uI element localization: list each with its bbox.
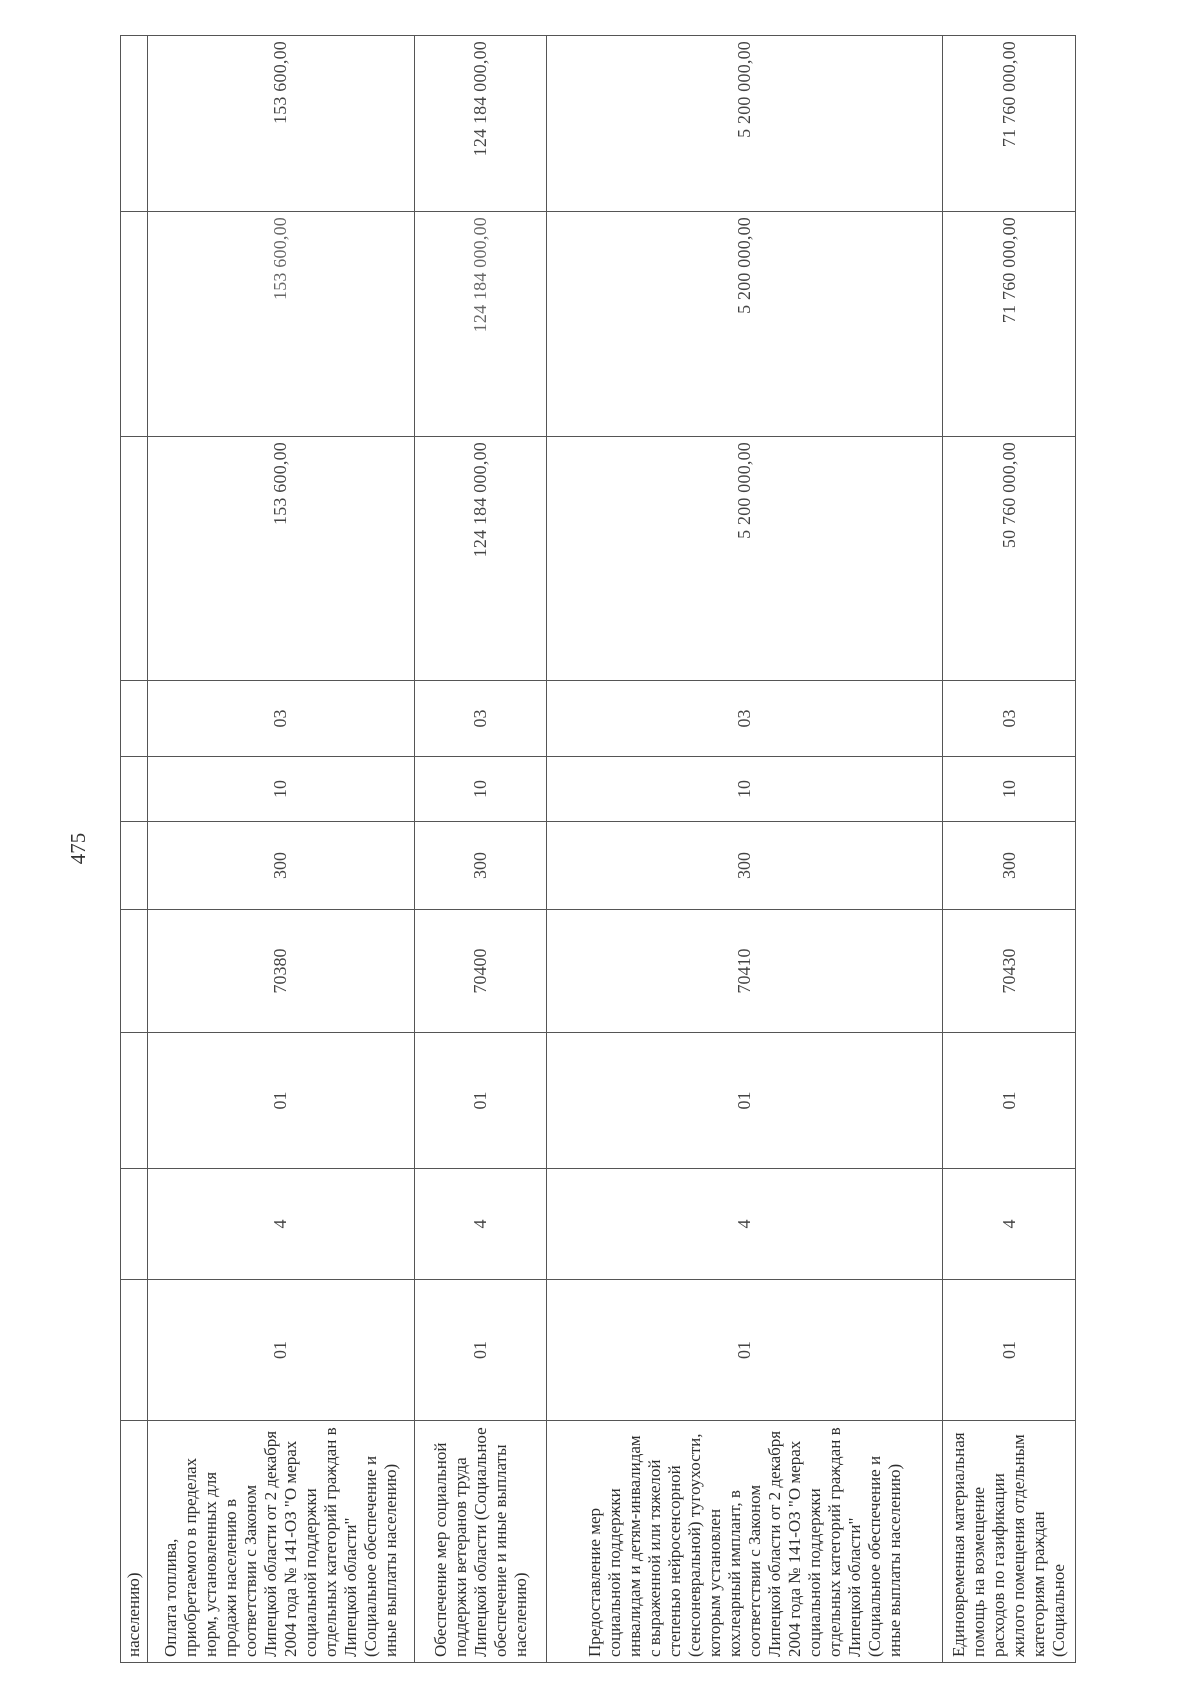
amount-cell: 153 600,00	[148, 36, 414, 212]
code-cell: 03	[148, 681, 414, 757]
code-cell: 4	[148, 1169, 414, 1280]
code-cell: 01	[414, 1033, 547, 1169]
amount-cell: 124 184 000,00	[414, 212, 547, 437]
code-cell: 10	[148, 757, 414, 822]
amount-cell: 5 200 000,00	[547, 437, 943, 681]
code-cell: 4	[943, 1169, 1076, 1280]
code-cell: 01	[148, 1280, 414, 1421]
row-name: Предоставление мер социальной поддержки инвалидам и детям-инвалидам с выраженной или тяжелой степенью нейросенсорной (сенсоневральной) тугоухости, которым установлен кохлеарный имплант, в соответствии с Законом Липецкой области от 2 декабря 2004 года № 141-ОЗ "О мерах социальной поддержки отдельных категорий граждан в Липецкой области" (Социальное обеспечение и иные выплаты населению)	[547, 1421, 943, 1663]
code-cell: 03	[943, 681, 1076, 757]
code-cell: 300	[148, 822, 414, 910]
code-cell: 01	[943, 1280, 1076, 1421]
code-cell: 70430	[943, 910, 1076, 1033]
code-cell: 4	[547, 1169, 943, 1280]
table-row	[414, 36, 547, 1663]
row-name: населению)	[121, 1421, 148, 1663]
amount-cell: 5 200 000,00	[547, 36, 943, 212]
amount-cell: 153 600,00	[148, 212, 414, 437]
table-row	[148, 36, 414, 1663]
amount-cell: 50 760 000,00	[943, 437, 1076, 681]
code-cell: 70380	[148, 910, 414, 1033]
table-row	[943, 36, 1076, 1663]
table-row-continuation	[121, 36, 148, 1663]
amount-cell: 153 600,00	[148, 437, 414, 681]
budget-table	[120, 35, 1076, 1663]
amount-cell: 5 200 000,00	[547, 212, 943, 437]
code-cell: 70400	[414, 910, 547, 1033]
amount-cell: 124 184 000,00	[414, 437, 547, 681]
code-cell: 03	[547, 681, 943, 757]
code-cell: 01	[943, 1033, 1076, 1169]
code-cell: 01	[547, 1280, 943, 1421]
code-cell: 300	[414, 822, 547, 910]
amount-cell: 71 760 000,00	[943, 36, 1076, 212]
code-cell: 300	[943, 822, 1076, 910]
row-name: Единовременная материальная помощь на возмещение расходов по газификации жилого помещения отдельным категориям граждан (Социальное	[943, 1421, 1076, 1663]
code-cell: 70410	[547, 910, 943, 1033]
code-cell: 300	[547, 822, 943, 910]
code-cell: 10	[943, 757, 1076, 822]
code-cell: 4	[414, 1169, 547, 1280]
row-name: Обеспечение мер социальной поддержки ветеранов труда Липецкой области (Социальное обеспечение и иные выплаты населению)	[414, 1421, 547, 1663]
code-cell: 01	[547, 1033, 943, 1169]
page-number: 475	[66, 832, 90, 865]
amount-cell: 124 184 000,00	[414, 36, 547, 212]
code-cell: 10	[414, 757, 547, 822]
amount-cell: 71 760 000,00	[943, 212, 1076, 437]
code-cell: 01	[414, 1280, 547, 1421]
code-cell: 03	[414, 681, 547, 757]
row-name: Оплата топлива, приобретаемого в пределах норм, установленных для продажи населению в соответствии с Законом Липецкой области от 2 декабря 2004 года № 141-ОЗ "О мерах социальной поддержки отдельных категорий граждан в Липецкой области" (Социальное обеспечение и иные выплаты населению)	[148, 1421, 414, 1663]
code-cell: 01	[148, 1033, 414, 1169]
table-row	[547, 36, 943, 1663]
code-cell: 10	[547, 757, 943, 822]
